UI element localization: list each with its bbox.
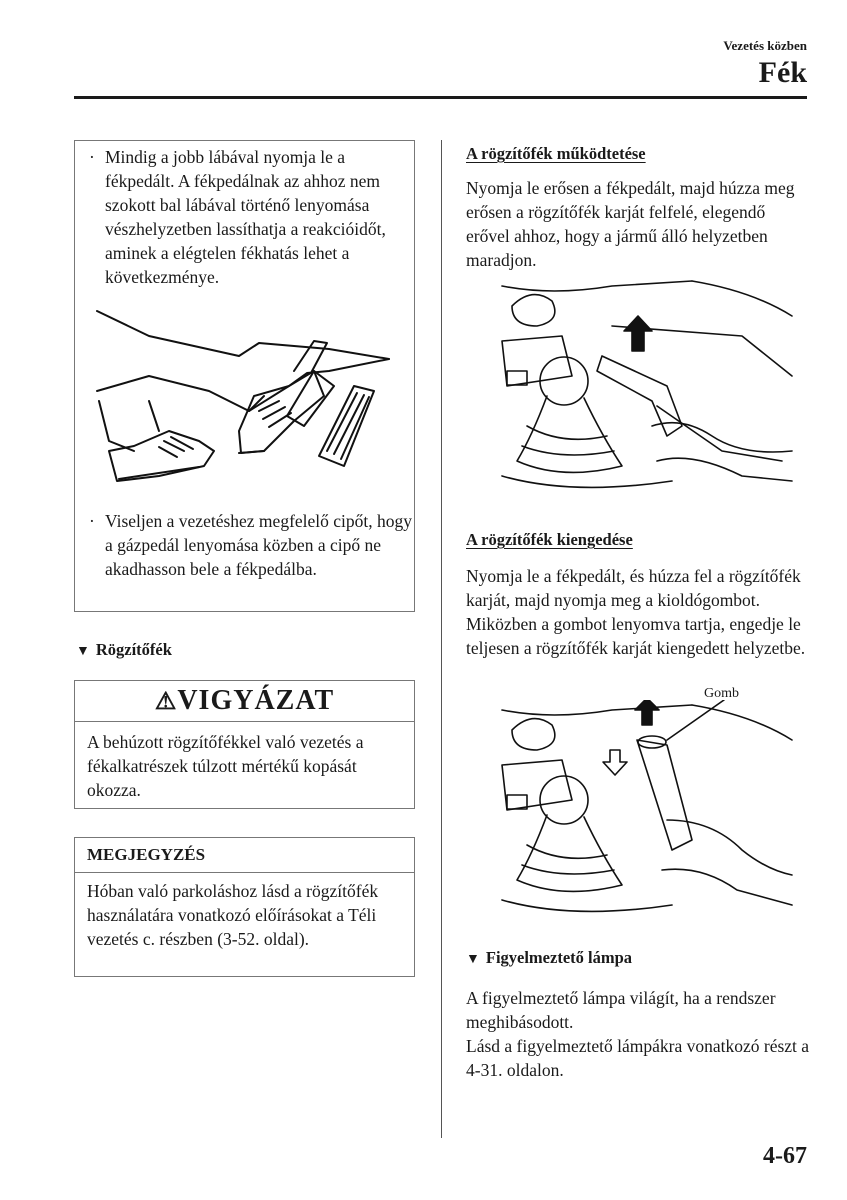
section-label: Vezetés közben — [723, 38, 807, 53]
warning-body: A behúzott rögzítőfékkel való vezetés a fékalkatrészek túlzott mértékű kopását okozza. — [87, 732, 364, 800]
triangle-bullet-icon: ▼ — [466, 952, 480, 967]
warning-triangle-icon: ⚠ — [154, 689, 178, 715]
warning-lamp-body-1: A figyelmeztető lámpa világít, ha a rendszer meghibásodott. — [466, 988, 776, 1032]
apply-heading: A rögzítőfék működtetése — [466, 144, 646, 163]
bullet-shoes-text: Viseljen a vezetéshez megfelelő cipőt, hogy a gázpedál lenyomása közben a cipő ne akadhasson bele a fékpedálba. — [105, 511, 413, 579]
note-title: MEGJEGYZÉS — [75, 838, 414, 873]
parking-brake-heading: ▼ Rögzítőfék — [76, 640, 172, 659]
warning-box — [74, 680, 415, 809]
warning-header — [75, 681, 414, 722]
warning-lamp-body — [466, 986, 811, 1082]
release-body: Nyomja le a fékpedált, és húzza fel a rögzítőfék karját, majd nyomja meg a kioldógombot. Miközben a gombot lenyomva tartja, engedje le teljesen a rögzítőfék karját kiengedett helyzetbe. — [466, 566, 806, 658]
pedal-illustration — [89, 301, 401, 501]
apply-body: Nyomja le erősen a fékpedált, majd húzza meg erősen a rögzítőfék karját felfelé, elegendő erővel ahhoz, hogy a jármű álló helyzetben maradjon. — [466, 178, 795, 270]
warning-title: VIGYÁZAT — [177, 685, 335, 716]
pedal-tips-box — [74, 140, 415, 612]
release-heading: A rögzítőfék kiengedése — [466, 530, 633, 549]
bullet-right-foot-text: Mindig a jobb lábával nyomja le a fékpedált. A fékpedálnak az ahhoz nem szokott bal lábával történő lenyomása vészhelyzetben lassíthatja a reakcióidőt, aminek a elégtelen fékhatás lehet a következménye. — [105, 147, 386, 287]
bullet-shoes — [89, 509, 417, 581]
page-number: 4-67 — [763, 1143, 807, 1169]
page-title: Fék — [758, 56, 807, 89]
column-divider — [441, 140, 442, 1138]
triangle-bullet-icon: ▼ — [76, 644, 90, 659]
bullet-right-foot — [89, 145, 417, 289]
parking-brake-release-illustration — [492, 700, 800, 920]
parking-brake-apply-illustration — [492, 276, 800, 496]
warning-lamp-body-2: Lásd a figyelmeztető lámpákra vonatkozó részt a 4-31. oldalon. — [466, 1036, 810, 1080]
note-box — [74, 837, 415, 977]
note-body: Hóban való parkoláshoz lásd a rögzítőfék használatára vonatkozó előírásokat a Téli vezetés c. részben (3-52. oldal). — [87, 881, 379, 949]
header-rule — [74, 96, 807, 99]
button-callout-label: Gomb — [704, 686, 739, 701]
warning-lamp-heading: ▼ Figyelmeztető lámpa — [466, 948, 633, 967]
